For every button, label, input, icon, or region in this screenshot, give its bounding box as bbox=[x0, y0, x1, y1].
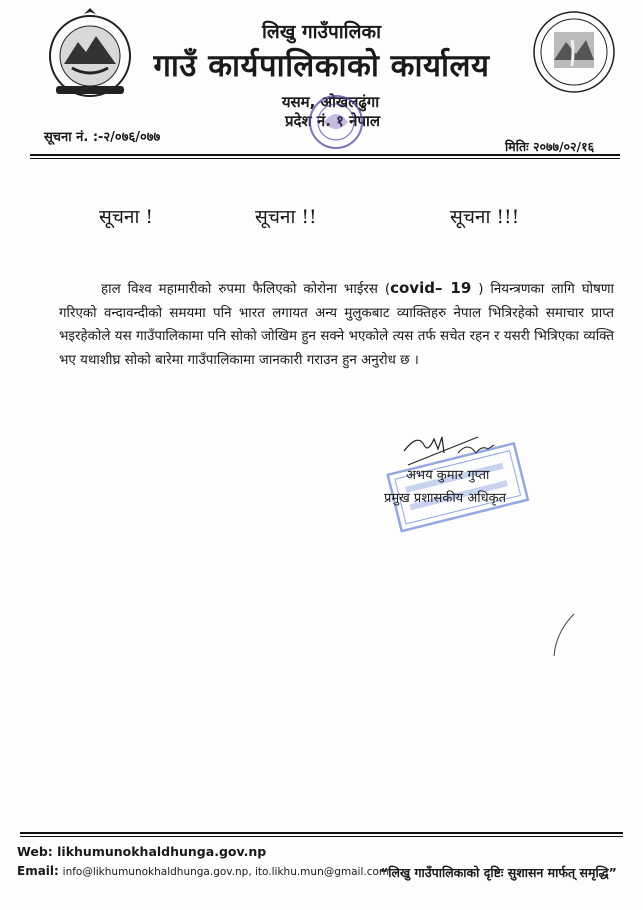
notice-heading: सूचना !!! bbox=[450, 206, 520, 228]
official-stamp-icon bbox=[290, 92, 382, 152]
footer-email bbox=[17, 864, 389, 878]
province-line: प्रदेश नं. १ नेपाल bbox=[284, 112, 381, 130]
web-label: Web: bbox=[17, 844, 53, 859]
footer-slogan: “लिखु गाउँपालिकाको दृष्टिः सुशासन मार्फत् समृद्धि” bbox=[380, 865, 617, 880]
covid-label: covid– 19 bbox=[390, 279, 472, 297]
footer-divider-thin bbox=[20, 836, 623, 837]
footer-website bbox=[17, 844, 266, 859]
email-label: Email: bbox=[17, 864, 59, 878]
header-divider-thin bbox=[30, 158, 620, 159]
notice-body bbox=[59, 277, 614, 372]
pen-mark-icon bbox=[548, 612, 578, 658]
email-addresses[interactable]: info@likhumunokhaldhunga.gov.np, ito.likhu.mun@gmail.com bbox=[62, 866, 390, 878]
web-url[interactable]: likhumunokhaldhunga.gov.np bbox=[57, 844, 267, 859]
signatory-name: अभय कुमार गुप्ता bbox=[406, 468, 490, 483]
office-title: गाउँ कार्यपालिकाको कार्यालय bbox=[153, 48, 490, 84]
reference-number: सूचना नं. :-२/०७६/०७७ bbox=[44, 130, 161, 145]
municipality-name: लिखु गाउँपालिका bbox=[261, 21, 382, 43]
header-divider bbox=[30, 154, 620, 156]
notice-heading: सूचना !! bbox=[255, 206, 317, 228]
footer-divider bbox=[20, 832, 623, 834]
body-text-part1: हाल विश्व महामारीको रुपमा फैलिएको कोरोना भाईरस ( bbox=[101, 282, 391, 297]
signatory-title: प्रमुख प्रशासकीय अधिकृत bbox=[384, 491, 507, 506]
document-date: मितिः २०७७/०२/१६ bbox=[505, 139, 595, 154]
office-address: यसम, ओखलढुंगा bbox=[281, 93, 380, 111]
notice-heading: सूचना ! bbox=[99, 206, 154, 228]
body-text-part2: ) नियन्त्रणका लागि घोषणा गरिएको वन्दावन्दीको समयमा पनि भारत लगायत अन्य मुलुकबाट व्याक्तिहरु नेपाल भित्रिरहेको समाचार प्राप्त भइरहेकोले यस गाउँपालिकामा पनि सोको जोखिम हुन सक्ने भएकोले त्यस तर्फ सचेत रहन र यसरी भित्रिएका व्यक्ति भए यथाशीघ्र सोको बारेमा गाउँपालिकामा जानकारी गराउन हुन अनुरोध छ । bbox=[59, 282, 614, 368]
